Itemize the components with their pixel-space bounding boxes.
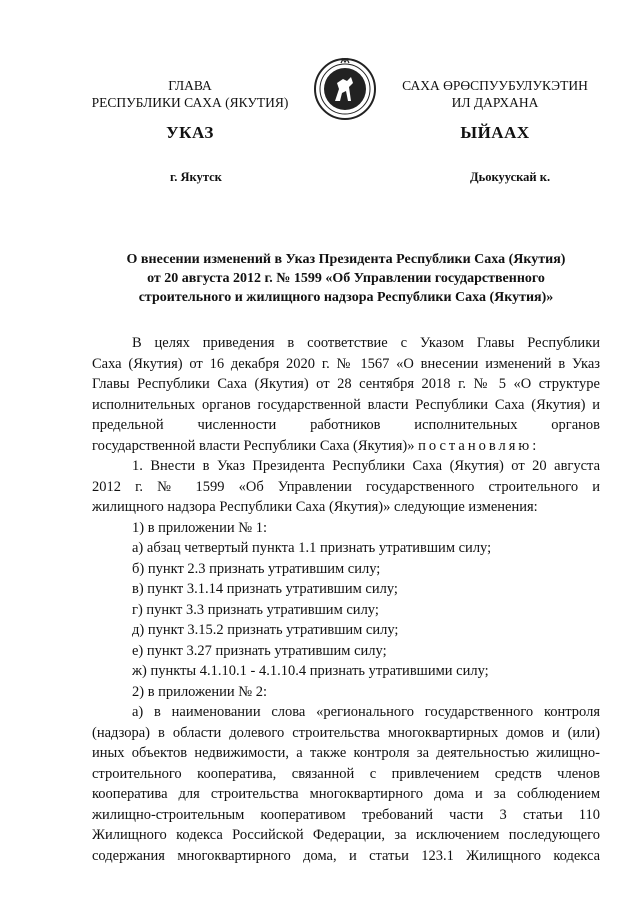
document-subject xyxy=(92,250,600,307)
body-line: в) пункт 3.1.14 признать утратившим силу; xyxy=(132,581,398,597)
coat-of-arms-emblem-icon xyxy=(313,57,377,121)
body-line: Саха (Якутия) от 16 декабря 2020 г. № 1567 «О внесении изменений в Указ xyxy=(92,355,600,372)
body-line: Главы Республики Саха (Якутия) от 28 сентября 2018 г. № 5 «О структуре xyxy=(92,376,600,392)
body-line: 1) в приложении № 1: xyxy=(132,519,267,536)
subject-line: О внесении изменений в Указ Президента Республики Саха (Якутия) xyxy=(126,252,566,267)
body-line: иных объектов недвижимости, а также контроля за деятельностью жилищно- xyxy=(92,745,600,761)
document-type-sakha: ЫЙААХ xyxy=(460,123,530,142)
document-type-ru: УКАЗ xyxy=(166,123,214,142)
body-line: е) пункт 3.27 признать утратившим силу; xyxy=(132,642,387,659)
subject-line: от 20 августа 2012 г. № 1599 «Об Управлении государственного xyxy=(147,271,545,286)
body-line: (надзора) в области долевого строительства многоквартирных домов и (или) xyxy=(92,724,600,741)
header-right xyxy=(380,77,610,111)
header-left-line2: РЕСПУБЛИКИ САХА (ЯКУТИЯ) xyxy=(91,95,289,110)
body-text: государственной власти Республики Саха (Якутия)» xyxy=(92,437,415,454)
body-line: б) пункт 2.3 признать утратившим силу; xyxy=(132,560,381,577)
header-left-line1: ГЛАВА xyxy=(168,78,212,93)
place-ru: г. Якутск xyxy=(170,170,222,184)
body-line: В целях приведения в соответствие с Указом Главы Республики xyxy=(132,335,600,351)
body-line xyxy=(92,436,600,457)
body-line: Жилищного кодекса Российской Федерации, за исключением последующего xyxy=(92,827,600,843)
header-left xyxy=(75,77,305,111)
body-line: д) пункт 3.15.2 признать утратившим силу; xyxy=(132,622,399,638)
body-line: а) в наименовании слова «регионального государственного контроля xyxy=(132,704,600,720)
body-line: 2012 г. № 1599 «Об Управлении государственного строительного и xyxy=(92,478,600,495)
body-line: 2) в приложении № 2: xyxy=(132,683,267,700)
body-line: г) пункт 3.3 признать утратившим силу; xyxy=(132,601,379,618)
body-line: ж) пункты 4.1.10.1 - 4.1.10.4 признать утратившими силу; xyxy=(132,663,489,679)
body-line: а) абзац четвертый пункта 1.1 признать утратившим силу; xyxy=(132,540,492,556)
body-line: содержания многоквартирного дома, и статьи 123.1 Жилищного кодекса xyxy=(92,847,600,864)
body-line: исполнительных органов государственной власти Республики Саха (Якутия) и xyxy=(92,396,600,413)
header-right-line2: ИЛ ДАРХАНА xyxy=(451,95,539,110)
body-line: жилищного надзора Республики Саха (Якутия)» следующие изменения: xyxy=(92,499,538,515)
subject-line: строительного и жилищного надзора Республики Саха (Якутия)» xyxy=(138,290,554,305)
body-line: 1. Внести в Указ Президента Республики Саха (Якутия) от 20 августа xyxy=(132,458,600,474)
body-line: жилищно-строительным кооперативом требований части 3 статьи 110 xyxy=(92,806,600,823)
body-line: строительного кооператива, связанной с привлечением средств членов xyxy=(92,765,600,782)
header-right-line1: САХА ӨРӨСПУУБУЛУКЭТИН xyxy=(402,78,588,93)
body-line: предельной численности работников исполнительных органов xyxy=(92,417,600,433)
place-sakha: Дьокуускай к. xyxy=(470,170,551,184)
document-body xyxy=(92,333,600,866)
body-line: кооператива для строительства многоквартирного дома и за соблюдением xyxy=(92,786,600,802)
decree-keyword: постановляю: xyxy=(418,437,540,454)
